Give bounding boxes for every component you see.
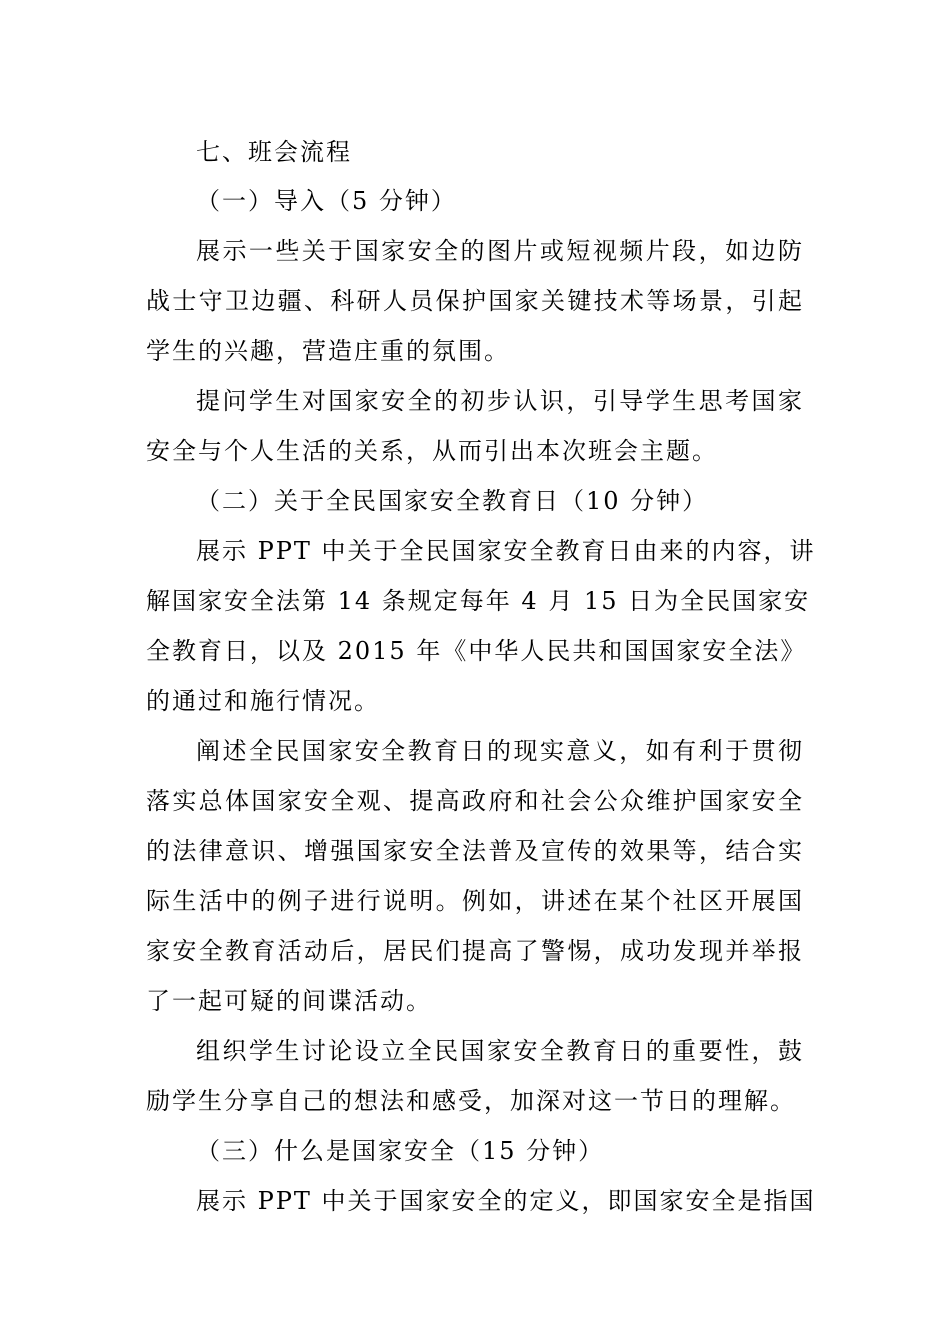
paragraph-line: 学生的兴趣，营造庄重的氛围。 — [146, 337, 510, 365]
paragraph-line: 际生活中的例子进行说明。例如，讲述在某个社区开展国 — [146, 887, 804, 915]
paragraph-line: 落实总体国家安全观、提高政府和社会公众维护国家安全 — [146, 787, 804, 815]
subsection-heading-1: （一）导入（5 分钟） — [196, 187, 457, 215]
paragraph-line: 全教育日，以及 2015 年《中华人民共和国国家安全法》 — [146, 637, 807, 665]
subsection-heading-3: （三）什么是国家安全（15 分钟） — [196, 1137, 605, 1165]
paragraph-line: 组织学生讨论设立全民国家安全教育日的重要性，鼓 — [196, 1037, 804, 1065]
paragraph-line: 安全与个人生活的关系，从而引出本次班会主题。 — [146, 437, 718, 465]
paragraph-line: 的法律意识、增强国家安全法普及宣传的效果等，结合实 — [146, 837, 804, 865]
paragraph-line: 家安全教育活动后，居民们提高了警惕，成功发现并举报 — [146, 937, 804, 965]
paragraph-line: 阐述全民国家安全教育日的现实意义，如有利于贯彻 — [196, 737, 804, 765]
subsection-heading-2: （二）关于全民国家安全教育日（10 分钟） — [196, 487, 709, 515]
paragraph-line: 了一起可疑的间谍活动。 — [146, 987, 432, 1015]
paragraph-line: 励学生分享自己的想法和感受，加深对这一节日的理解。 — [146, 1087, 796, 1115]
section-heading: 七、班会流程 — [196, 138, 352, 166]
paragraph-line: 解国家安全法第 14 条规定每年 4 月 15 日为全民国家安 — [146, 587, 811, 615]
paragraph-line: 的通过和施行情况。 — [146, 687, 380, 715]
paragraph-line: 展示一些关于国家安全的图片或短视频片段，如边防 — [196, 237, 804, 265]
paragraph-line: 战士守卫边疆、科研人员保护国家关键技术等场景，引起 — [146, 287, 804, 315]
paragraph-line: 提问学生对国家安全的初步认识，引导学生思考国家 — [196, 387, 804, 415]
paragraph-line: 展示 PPT 中关于全民国家安全教育日由来的内容，讲 — [196, 537, 816, 565]
paragraph-line: 展示 PPT 中关于国家安全的定义，即国家安全是指国 — [196, 1187, 816, 1215]
